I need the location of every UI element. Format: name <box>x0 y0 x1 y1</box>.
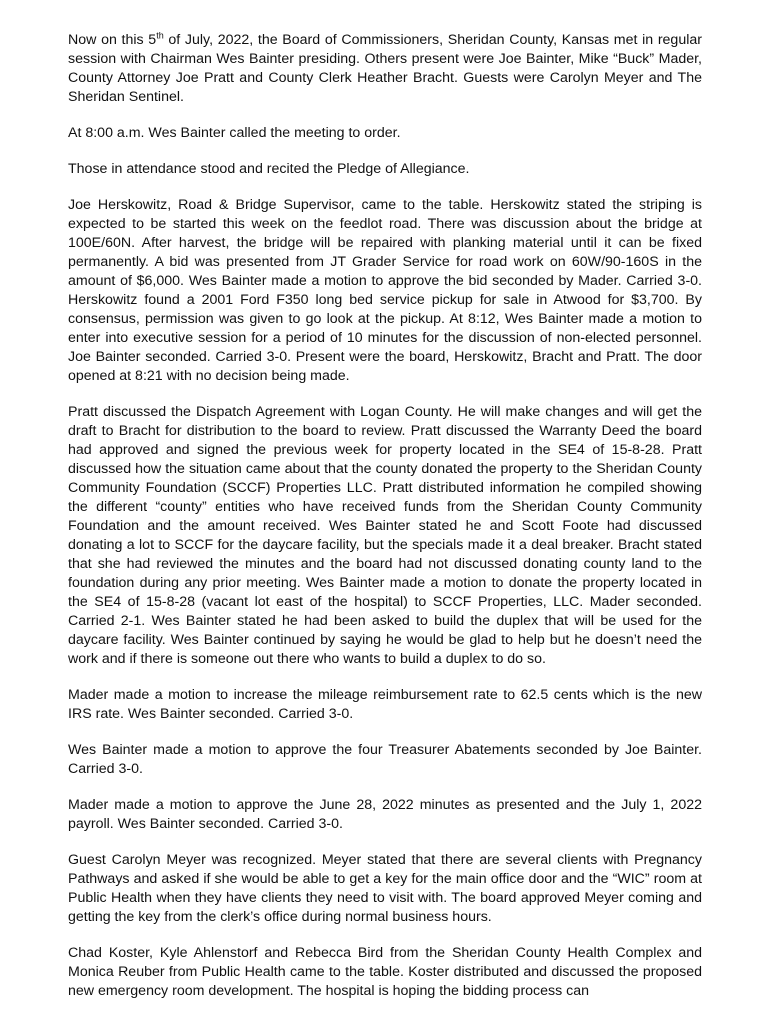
intro-text-start: Now on this 5 <box>68 32 157 48</box>
ordinal-suffix: th <box>156 30 164 41</box>
intro-text-end: of July, 2022, the Board of Commissioners, Sheridan County, Kansas met in regular session with Chairman Wes Bainter presiding. Others present were Joe Bainter, Mike “Buck” Mader, County Attorney Joe Pratt and County Clerk Heather Bracht. Guests were Carolyn Meyer and The Sheridan Sentinel. <box>68 32 702 105</box>
road-bridge-paragraph: Joe Herskowitz, Road & Bridge Supervisor, came to the table. Herskowitz stated the striping is expected to be started this week on the feedlot road. There was discussion about the bridge at 100E/60N. After harvest, the bridge will be repaired with planking material until it can be fixed permanently. A bid was presented from JT Grader Service for road work on 60W/90-160S in the amount of $6,000. Wes Bainter made a motion to approve the bid seconded by Mader. Carried 3-0. Herskowitz found a 2001 Ford F350 long bed service pickup for sale in Atwood for $3,700. By consensus, permission was given to go look at the pickup. At 8:12, Wes Bainter made a motion to enter into executive session for a period of 10 minutes for the discussion of non-elected personnel. Joe Bainter seconded. Carried 3-0. Present were the board, Herskowitz, Bracht and Pratt. The door opened at 8:21 with no decision being made. <box>68 197 702 384</box>
minutes-approval-paragraph: Mader made a motion to approve the June 28, 2022 minutes as presented and the July 1, 2022 payroll. Wes Bainter seconded. Carried 3-0. <box>68 797 702 832</box>
intro-paragraph <box>68 31 702 107</box>
health-complex-paragraph: Chad Koster, Kyle Ahlenstorf and Rebecca Bird from the Sheridan County Health Complex and Monica Reuber from Public Health came to the table. Koster distributed and discussed the proposed new emergency room development. The hospital is hoping the bidding process can <box>68 945 702 999</box>
pratt-paragraph: Pratt discussed the Dispatch Agreement with Logan County. He will make changes and will get the draft to Bracht for distribution to the board to review. Pratt discussed the Warranty Deed the board had approved and signed the previous week for property located in the SE4 of 15-8-28. Pratt discussed how the situation came about that the county donated the property to the Sheridan County Community Foundation (SCCF) Properties LLC. Pratt distributed information he compiled showing the different “county” entities who have received funds from the Sheridan County Community Foundation and the amount received. Wes Bainter stated he and Scott Foote had discussed donating a lot to SCCF for the daycare facility, but the specials made it a deal breaker. Bracht stated that she had reviewed the minutes and the board had not discussed donating county land to the foundation during any prior meeting. Wes Bainter made a motion to donate the property located in the SE4 of 15-8-28 (vacant lot east of the hospital) to SCCF Properties, LLC. Mader seconded. Carried 2-1. Wes Bainter stated he had been asked to build the duplex that will be used for the daycare facility. Wes Bainter continued by saying he would be glad to help but he doesn’t need the work and if there is someone out there who wants to build a duplex to do so. <box>68 404 702 667</box>
mileage-paragraph: Mader made a motion to increase the mileage reimbursement rate to 62.5 cents which is the new IRS rate. Wes Bainter seconded. Carried 3-0. <box>68 687 702 722</box>
minutes-document <box>68 31 702 1018</box>
guest-meyer-paragraph: Guest Carolyn Meyer was recognized. Meyer stated that there are several clients with Pregnancy Pathways and asked if she would be able to get a key for the main office door and the “WIC” room at Public Health when they have clients they need to visit with. The board approved Meyer coming and getting the key from the clerk’s office during normal business hours. <box>68 852 702 925</box>
pledge-paragraph: Those in attendance stood and recited the Pledge of Allegiance. <box>68 161 470 177</box>
call-to-order-paragraph: At 8:00 a.m. Wes Bainter called the meeting to order. <box>68 125 401 141</box>
abatements-paragraph: Wes Bainter made a motion to approve the four Treasurer Abatements seconded by Joe Bainter. Carried 3-0. <box>68 742 702 777</box>
